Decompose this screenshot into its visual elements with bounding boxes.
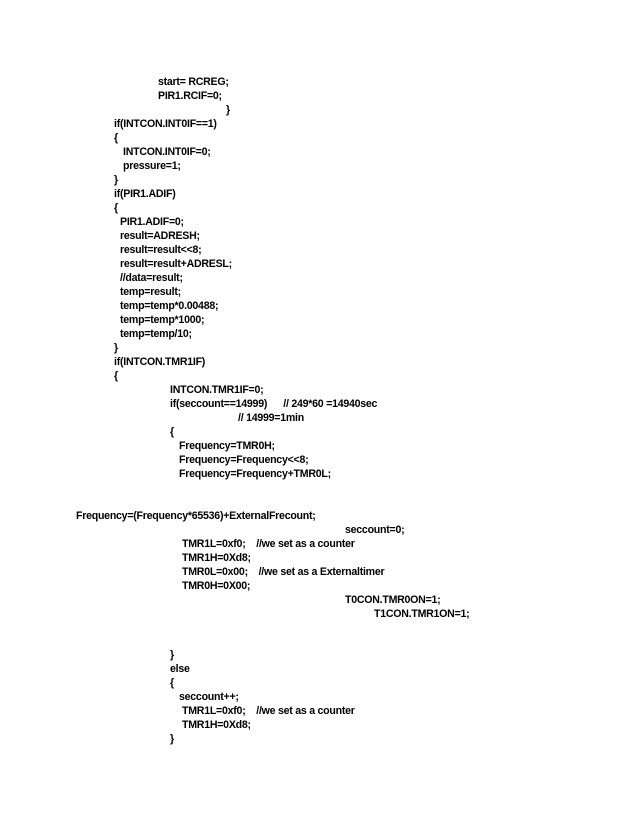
code-line: } (114, 174, 118, 186)
code-line: { (114, 370, 118, 382)
code-line: PIR1.ADIF=0; (120, 216, 184, 228)
code-line: if(INTCON.TMR1IF) (114, 356, 206, 368)
code-line: { (114, 132, 118, 144)
code-line: seccount++; (179, 691, 239, 703)
code-line: TMR1H=0Xd8; (182, 552, 251, 564)
code-line: temp=temp/10; (120, 328, 192, 340)
code-line: Frequency=(Frequency*65536)+ExternalFrecount; (76, 510, 316, 522)
code-line: temp=result; (120, 286, 181, 298)
code-line: INTCON.INT0IF=0; (123, 146, 211, 158)
code-line: result=result<<8; (120, 244, 202, 256)
code-line: { (114, 202, 118, 214)
code-line: seccount=0; (345, 524, 405, 536)
code-line: T1CON.TMR1ON=1; (374, 608, 470, 620)
code-line: TMR0L=0x00; //we set as a Externaltimer (182, 566, 385, 578)
code-line: PIR1.RCIF=0; (158, 90, 222, 102)
code-line: TMR1L=0xf0; //we set as a counter (182, 705, 355, 717)
code-line: result=ADRESH; (120, 230, 200, 242)
code-line: // 14999=1min (238, 412, 304, 424)
code-line: TMR1L=0xf0; //we set as a counter (182, 538, 355, 550)
code-line: result=result+ADRESL; (120, 258, 232, 270)
code-line: Frequency=TMR0H; (179, 440, 275, 452)
code-line: temp=temp*1000; (120, 314, 205, 326)
code-line: temp=temp*0.00488; (120, 300, 219, 312)
code-line: { (170, 426, 174, 438)
code-line: TMR1H=0Xd8; (182, 719, 251, 731)
code-line: if(seccount==14999) // 249*60 =14940sec (170, 398, 378, 410)
code-line: } (170, 649, 174, 661)
code-line: } (114, 342, 118, 354)
code-line: T0CON.TMR0ON=1; (345, 594, 441, 606)
code-line: TMR0H=0X00; (182, 580, 251, 592)
code-line: { (170, 677, 174, 689)
code-line: Frequency=Frequency+TMR0L; (179, 468, 331, 480)
code-line: start= RCREG; (158, 76, 229, 88)
code-line: if(INTCON.INT0IF==1) (114, 118, 217, 130)
code-line: else (170, 663, 190, 675)
code-line: if(PIR1.ADIF) (114, 188, 176, 200)
code-line: Frequency=Frequency<<8; (179, 454, 309, 466)
code-line: } (226, 104, 230, 116)
code-line: } (170, 733, 174, 745)
code-line: INTCON.TMR1IF=0; (170, 384, 264, 396)
code-line: pressure=1; (123, 160, 181, 172)
code-line: //data=result; (120, 272, 183, 284)
